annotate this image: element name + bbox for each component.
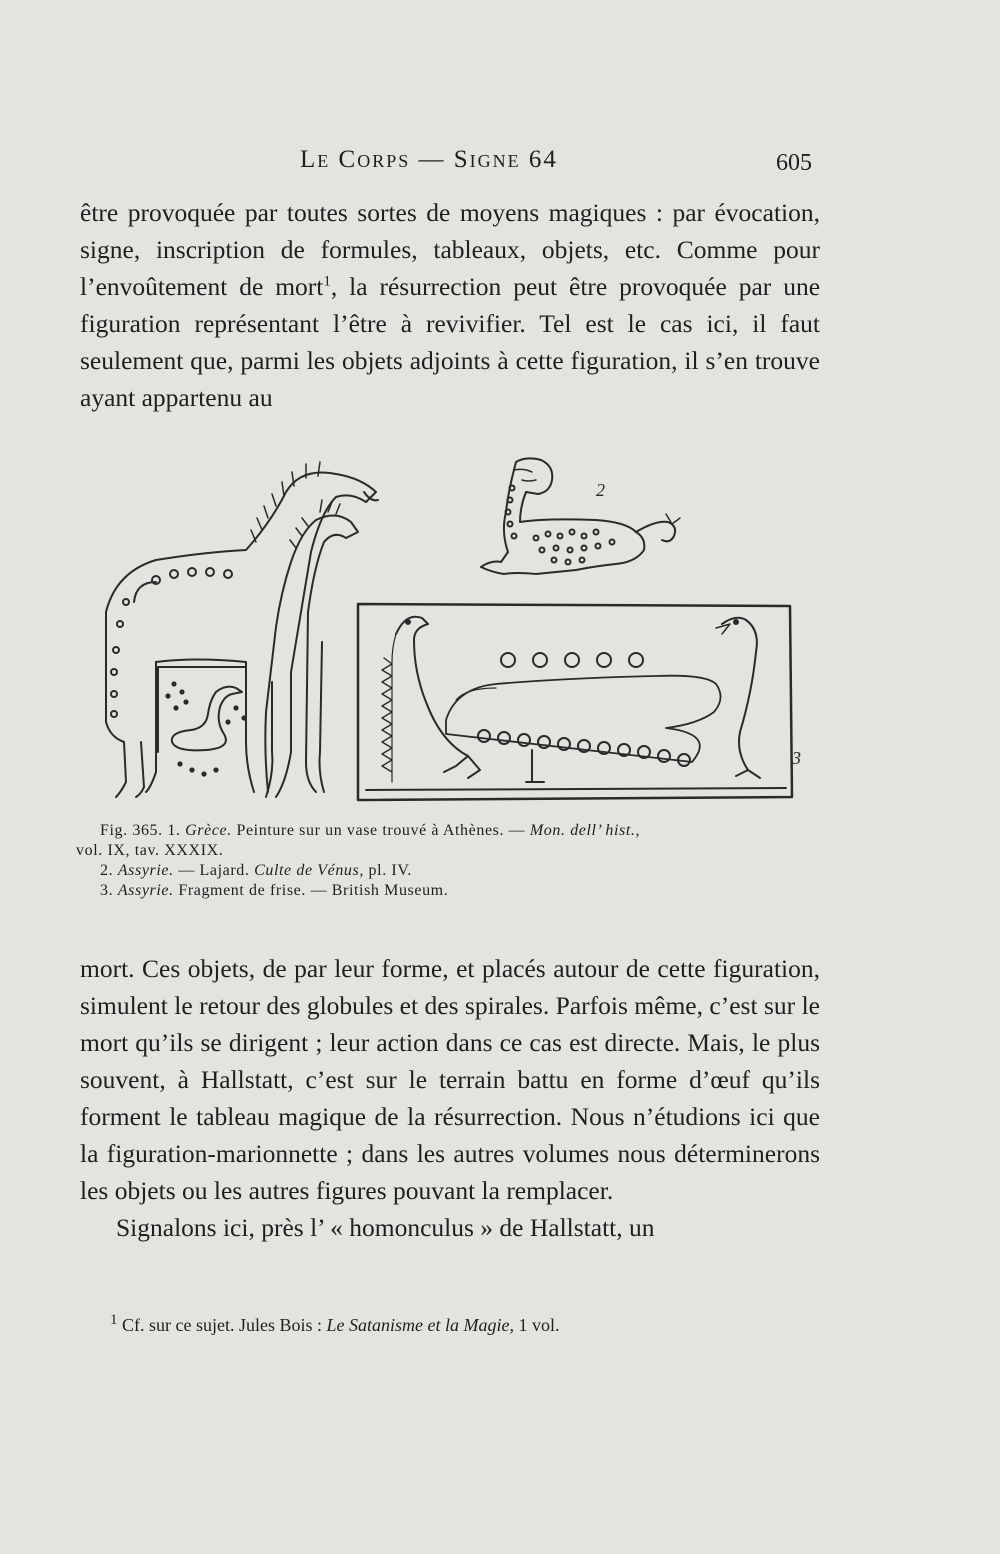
caption-source-2: Culte de Vénus, [254,862,364,879]
caption-text-1: Peinture sur un vase trouvé à Athènes. — [231,822,530,839]
caption-place-1: Grèce. [185,822,232,839]
figure-caption [76,821,816,901]
paragraph-1 [80,194,820,416]
caption-number-3: 3. [100,882,118,899]
caption-end-2: pl. IV. [363,862,413,879]
caption-place-2: Assyrie. [117,862,174,879]
paragraph-3: Signalons ici, près l’ « homonculus » de Hallstatt, un [116,1213,655,1242]
figure-365 [96,452,806,814]
page-number: 605 [776,150,812,176]
giraffe-drawing-2 [265,500,358,792]
caption-source-1: Mon. dell’ hist., [529,822,641,839]
paragraph-1-text-b: , la résurrection peut être provoquée par une figuration représentant l’être à revivifier. Tel est le cas ici, il faut seulement que, parmi les objets adjoints à cette figuration, il s’en trouve ayant appartenu au [80,272,821,412]
caption-text-3: Fragment de frise. — British Museum. [173,882,449,899]
footnote-reference: 1 [323,273,331,290]
figure-label-3: 3 [792,748,801,768]
footnote [110,1312,560,1336]
footnote-title: Le Satanisme et la Magie, [326,1315,514,1335]
figure-label-2: 2 [596,480,605,500]
footnote-text: Cf. sur ce sujet. Jules Bois : [117,1315,327,1335]
caption-line-2: vol. IX, tav. XXXIX. [76,842,224,859]
footnote-end: 1 vol. [513,1315,560,1335]
running-head [0,146,1000,186]
frieze-drawing [358,604,792,800]
figure-illustration [96,452,806,814]
lion-drawing [481,458,680,574]
paragraph-2: mort. Ces objets, de par leur forme, et placés autour de cette figuration, simulent le retour des globules et des spirales. Parfois même, c’est sur le mort qu’ils se dirigent ; leur action dans ce cas est directe. Mais, le plus souvent, à Hallstatt, c’est sur le terrain battu en forme d’œuf qu’ils forment le tableau magique de la résurrection. Nous n’étudions ici que la figuration-marionnette ; dans les autres volumes nous déterminerons les objets ou les autres figures pouvant la remplacer. [80,954,820,1205]
swan-drawing [158,667,246,776]
caption-text-2: — Lajard. [173,862,255,879]
caption-fig-number: Fig. 365. 1. [100,822,181,839]
running-head-title: Le Corps — Signe 64 [300,146,558,173]
paragraph-1-text-a: être provoquée par toutes sortes de moyens magiques : par évocation, signe, inscription de formules, tableaux, objets, etc. Comme pour l’envoûtement de mort [80,198,820,301]
caption-place-3: Assyrie. [117,882,174,899]
footnote-marker: 1 [110,1312,118,1328]
caption-number-2: 2. [100,862,118,879]
body-continuation [80,950,820,1246]
